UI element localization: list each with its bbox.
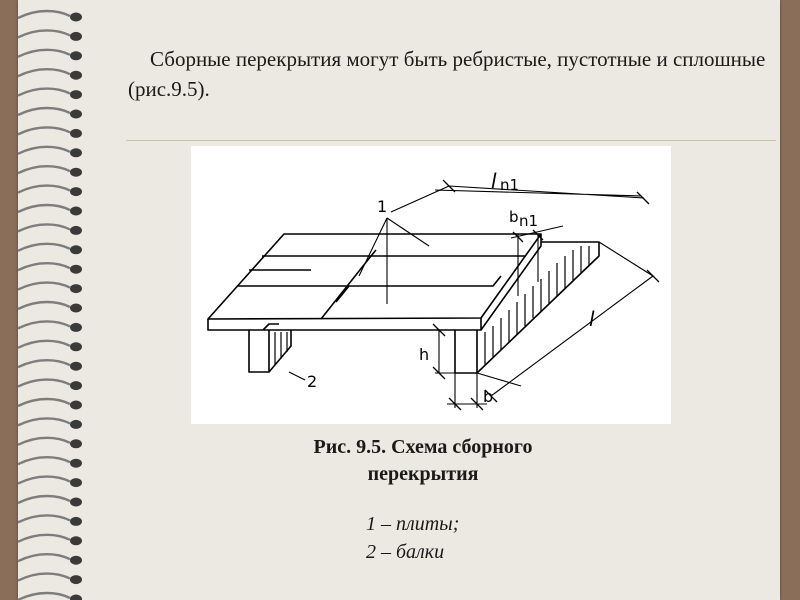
binding-hole bbox=[70, 536, 82, 545]
binding-hole bbox=[70, 90, 82, 99]
binding-hole bbox=[70, 595, 82, 600]
binding-ring bbox=[18, 108, 70, 115]
binding-hole bbox=[70, 148, 82, 157]
intro-text: Сборные перекрытия могут быть ребристые, пустотные и сплошные (рис.9.5). bbox=[128, 47, 766, 101]
intro-paragraph bbox=[128, 44, 778, 104]
figure-precast-floor bbox=[191, 146, 671, 424]
leader-slabs bbox=[359, 218, 429, 304]
divider bbox=[126, 140, 776, 141]
figure-caption bbox=[258, 434, 588, 488]
binding-ring bbox=[18, 166, 70, 173]
binding-ring bbox=[18, 224, 70, 231]
slab-joint-long-2 bbox=[336, 286, 349, 302]
binding-ring bbox=[18, 477, 70, 484]
left-beam bbox=[249, 330, 269, 372]
legend-item-slabs: 1 – плиты; bbox=[366, 513, 460, 535]
binding-ring bbox=[18, 360, 70, 367]
binding-hole bbox=[70, 207, 82, 216]
label-slabs: 1 bbox=[377, 197, 388, 216]
binding-hole bbox=[70, 362, 82, 371]
binding-hole bbox=[70, 323, 82, 332]
binding-ring bbox=[18, 302, 70, 309]
slab-joint-long bbox=[321, 250, 376, 319]
binding-hole bbox=[70, 517, 82, 526]
binding-hole bbox=[70, 556, 82, 565]
binding-ring bbox=[18, 496, 70, 503]
binding-ring bbox=[18, 283, 70, 290]
label-beams: 2 bbox=[307, 372, 318, 391]
binding-ring bbox=[18, 418, 70, 425]
binding-ring bbox=[18, 186, 70, 193]
binding-hole bbox=[70, 401, 82, 410]
label-top-width: b bbox=[509, 208, 519, 226]
binding-hole bbox=[70, 110, 82, 119]
label-top-width-sub: n1 bbox=[519, 212, 539, 230]
binding-hole bbox=[70, 226, 82, 235]
binding-hole bbox=[70, 304, 82, 313]
binding-hole bbox=[70, 13, 82, 22]
slab-side-edge bbox=[481, 234, 541, 330]
binding-ring bbox=[18, 127, 70, 134]
binding-ring bbox=[18, 457, 70, 464]
dim-height bbox=[435, 330, 455, 373]
binding-hole bbox=[70, 71, 82, 80]
binding-ring bbox=[18, 438, 70, 445]
label-width: b bbox=[483, 387, 494, 406]
slab-deck bbox=[208, 234, 541, 319]
binding-hole bbox=[70, 439, 82, 448]
binding-ring bbox=[18, 89, 70, 96]
binding-ring bbox=[18, 554, 70, 561]
figure-legend bbox=[366, 510, 459, 566]
binding-ring bbox=[18, 399, 70, 406]
legend-item-beams: 2 – балки bbox=[366, 541, 445, 563]
binding-ring bbox=[18, 50, 70, 57]
binding-ring bbox=[18, 205, 70, 212]
floor-scheme-diagram bbox=[191, 146, 671, 424]
binding-ring bbox=[18, 574, 70, 581]
binding-ring bbox=[18, 515, 70, 522]
binding-hole bbox=[70, 478, 82, 487]
binding-hole bbox=[70, 265, 82, 274]
binding-ring bbox=[18, 535, 70, 542]
binding-ring bbox=[18, 30, 70, 37]
spiral-binding-icon bbox=[18, 0, 108, 600]
binding-hole bbox=[70, 187, 82, 196]
binding-hole bbox=[70, 459, 82, 468]
slab-front-edge bbox=[208, 318, 481, 330]
binding-ring bbox=[18, 380, 70, 387]
left-beam-cap bbox=[263, 324, 279, 330]
binding-ring bbox=[18, 69, 70, 76]
left-beam-side bbox=[269, 330, 291, 372]
binding-hole bbox=[70, 51, 82, 60]
binding-hole bbox=[70, 245, 82, 254]
binding-ring bbox=[18, 263, 70, 270]
binding-hole bbox=[70, 284, 82, 293]
binding-hole bbox=[70, 381, 82, 390]
binding-hole bbox=[70, 342, 82, 351]
figure-caption-line-2: перекрытия bbox=[367, 463, 479, 485]
slab-joint-1 bbox=[238, 276, 501, 286]
binding-ring bbox=[18, 341, 70, 348]
right-beam-hatch bbox=[485, 246, 589, 365]
binding-hole bbox=[70, 168, 82, 177]
label-top-length-sub: n1 bbox=[500, 176, 520, 194]
leader-beams bbox=[289, 372, 305, 380]
binding-hole bbox=[70, 575, 82, 584]
binding-hole bbox=[70, 420, 82, 429]
figure-caption-line-1: Рис. 9.5. Схема сборного bbox=[313, 436, 533, 458]
binding-ring bbox=[18, 11, 70, 18]
binding-ring bbox=[18, 593, 70, 600]
label-top-length: l bbox=[491, 169, 497, 193]
binding-hole bbox=[70, 498, 82, 507]
binding-ring bbox=[18, 321, 70, 328]
left-beam-hatch bbox=[275, 332, 287, 365]
right-beam-front bbox=[455, 330, 477, 373]
binding-ring bbox=[18, 147, 70, 154]
binding-hole bbox=[70, 32, 82, 41]
binding-ring bbox=[18, 244, 70, 251]
binding-hole bbox=[70, 129, 82, 138]
slide bbox=[18, 0, 780, 600]
label-height: h bbox=[419, 345, 430, 364]
dim-top-width bbox=[511, 226, 563, 296]
label-length: l bbox=[589, 307, 595, 331]
